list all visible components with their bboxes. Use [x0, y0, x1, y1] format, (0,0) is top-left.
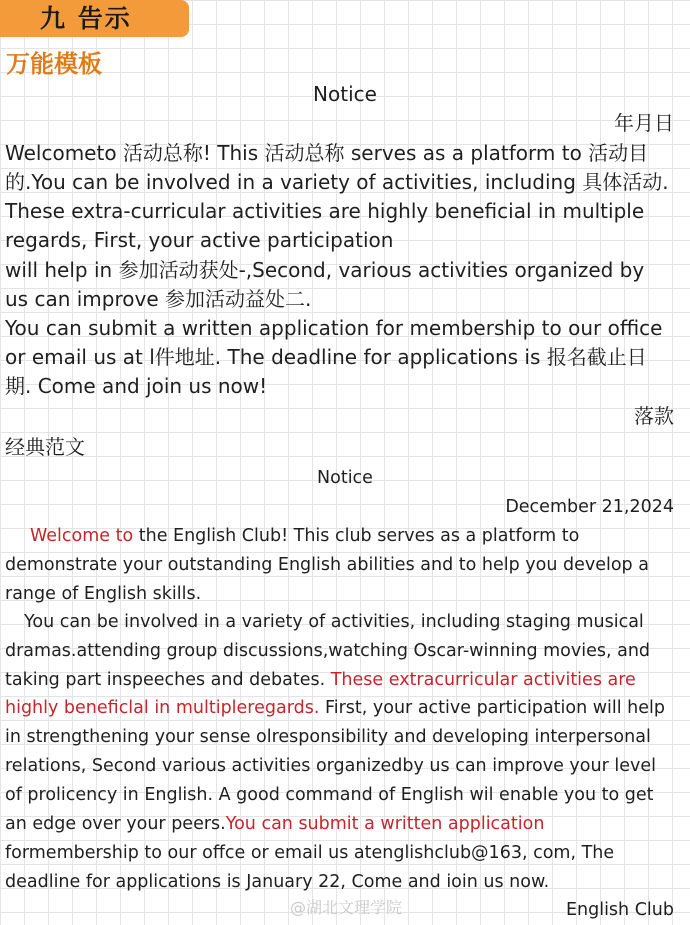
template-date: 年月日 [614, 111, 674, 135]
sample-line: of prolicency in English. A good command of English wil enable you to get [5, 785, 654, 805]
sample-line: range of English skills. [5, 584, 202, 604]
highlight-text: These extracurricular activities are [330, 670, 636, 690]
sample-line: taking part inspeeches and debates. These extracurricular activities are [5, 670, 636, 690]
template-line: 的.You can be involved in a variety of activities, including 具体活动. [5, 170, 669, 194]
template-line: will help in 参加活动获处-,Second, various activities organized by [5, 258, 645, 282]
sample-line: dramas.attending group discussions,watching Oscar-winning movies, and [5, 641, 651, 661]
section-badge: 九 告示 [0, 0, 189, 37]
sample-date: December 21,2024 [505, 497, 674, 517]
template-line: You can submit a written application for membership to our office [5, 316, 663, 340]
sample-title: Notice [317, 468, 373, 488]
template-line: 期. Come and join us now! [5, 374, 268, 398]
template-title: Notice [313, 82, 377, 106]
template-line: us can improve 参加活动益处二. [5, 287, 312, 311]
sample-line: Welcome to the English Club! This club serves as a platform to [30, 526, 580, 546]
sample-signature: English Club [565, 900, 674, 920]
sample-line: highly beneficlal in multipleregards. First, your active participation will help [5, 698, 666, 718]
sample-line: demonstrate your outstanding English abilities and to help you develop a [5, 555, 649, 575]
sample-line: relations, Second various activities organizedby us can improve your level [5, 756, 656, 776]
sample-line: an edge over your peers.You can submit a written application [5, 814, 545, 834]
template-line: regards, First, your active participation [5, 228, 394, 252]
highlight-text: highly beneficlal in multipleregards. [5, 698, 320, 718]
template-signature: 落款 [634, 404, 674, 428]
sample-heading: 经典范文 [5, 435, 85, 459]
highlight-text: You can submit a written application [225, 814, 545, 834]
template-line: These extra-curricular activities are highly beneficial in multiple [5, 199, 645, 223]
sample-line: deadline for applications is January 22, Come and ioin us now. [5, 872, 550, 892]
watermark: @湖北文理学院 [290, 898, 403, 917]
sample-line: You can be involved in a variety of activities, including staging musical [24, 612, 644, 632]
template-line: or email us at l件地址. The deadline for applications is 报名截止日 [5, 345, 647, 369]
sample-line: formembership to our offce or email us atenglishclub@163, com, The [5, 843, 615, 863]
highlight-text: Welcome to [30, 526, 134, 546]
sample-line: in strengthening your sense olresponsibility and developing interpersonal [5, 727, 651, 747]
template-line: Welcometo 活动总称! This 活动总称 serves as a platform to 活动目 [5, 141, 649, 165]
template-heading: 万能模板 [6, 50, 102, 78]
